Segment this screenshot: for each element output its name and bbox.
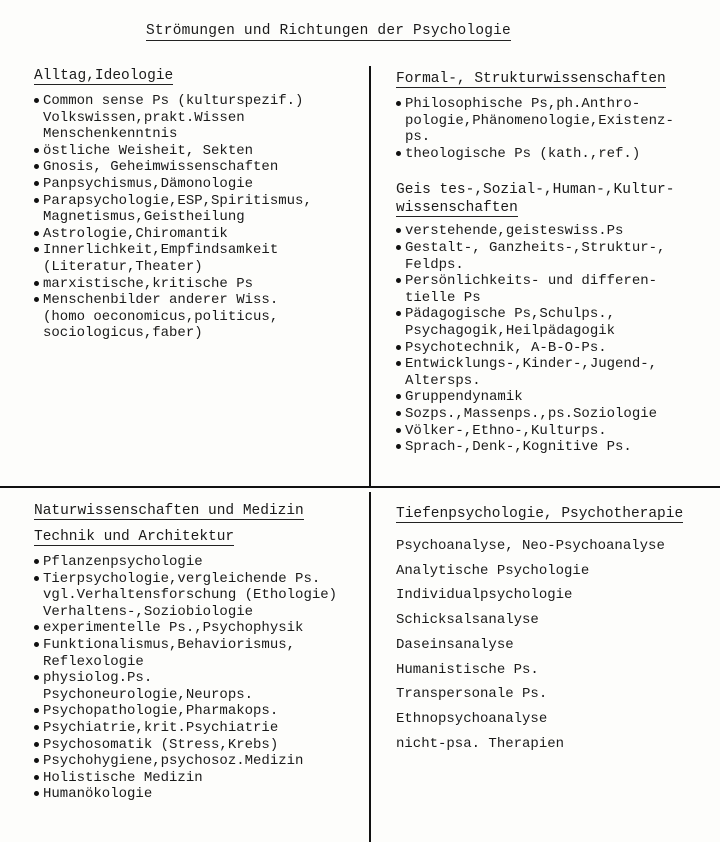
page-title: Strömungen und Richtungen der Psychologie	[146, 23, 511, 39]
list-item: Ethnopsychoanalyse	[396, 710, 548, 727]
item-text: Gruppendynamik	[405, 389, 523, 406]
list-item	[396, 439, 674, 456]
item-continuation: (homo oeconomicus,politicus,	[43, 308, 279, 325]
list-item	[396, 96, 674, 146]
vertical-divider-bottom	[369, 492, 371, 842]
section-heading-block	[396, 180, 674, 223]
list-item	[34, 226, 312, 243]
item-text: Psychopathologie,Pharmakops.	[43, 703, 279, 720]
bullet-icon	[34, 198, 39, 203]
item-text: Gestalt-, Ganzheits-,Struktur-,	[405, 239, 666, 256]
list-item: Analytische Psychologie	[396, 562, 590, 579]
item-text: Philosophische Ps,ph.Anthro-	[405, 96, 641, 112]
item-text: Menschenbilder anderer Wiss.	[43, 292, 279, 309]
bullet-icon	[34, 98, 39, 103]
bullet-icon	[34, 725, 39, 730]
item-list	[396, 534, 683, 756]
item-text: Holistische Medizin	[43, 769, 203, 786]
list-item: Transpersonale Ps.	[396, 686, 548, 703]
list-item	[34, 276, 312, 293]
section-heading: Formal-, Strukturwissenschaften	[396, 71, 666, 87]
list-item	[396, 223, 674, 240]
list-item	[34, 242, 312, 275]
item-continuation: Psychagogik,Heilpädagogik	[405, 322, 616, 339]
list-item	[34, 176, 312, 193]
bullet-icon	[34, 625, 39, 630]
list-item	[34, 554, 337, 571]
item-continuation: sociologicus,faber)	[43, 325, 203, 342]
bullet-icon	[396, 361, 401, 366]
item-text: Psychohygiene,psychosoz.Medizin	[43, 753, 304, 770]
section-heading: Geis tes-,Sozial-,Human-,Kultur-	[396, 182, 675, 199]
list-item	[34, 753, 337, 770]
bullet-icon	[396, 411, 401, 416]
bullet-icon	[34, 164, 39, 169]
horizontal-divider	[0, 486, 720, 488]
item-text: Sprach-,Denk-,Kognitive Ps.	[405, 439, 632, 456]
list-item	[34, 143, 312, 160]
item-text: Persönlichkeits- und differen-	[405, 273, 658, 290]
item-list	[34, 93, 312, 342]
item-text: Humanökologie	[43, 786, 153, 803]
bullet-icon	[34, 247, 39, 252]
item-text: theologische Ps (kath.,ref.)	[405, 145, 641, 162]
list-item	[396, 423, 674, 440]
section-heading: Tiefenpsychologie, Psychotherapie	[396, 506, 684, 522]
item-text: Psychotechnik, A-B-O-Ps.	[405, 339, 607, 356]
list-item	[34, 737, 337, 754]
item-continuation: (Literatur,Theater)	[43, 258, 203, 275]
list-item	[34, 720, 337, 737]
item-continuation: ps.	[405, 129, 431, 146]
list-item	[34, 193, 312, 226]
item-continuation: Psychoneurologie,Neurops.	[43, 686, 254, 703]
list-item	[396, 240, 674, 273]
item-text: Völker-,Ethno-,Kulturps.	[405, 422, 607, 439]
bullet-icon	[34, 742, 39, 747]
bullet-icon	[34, 675, 39, 680]
bullet-icon	[396, 311, 401, 316]
item-text: Panpsychismus,Dämonologie	[43, 175, 254, 192]
list-item: Schicksalsanalyse	[396, 612, 539, 629]
item-continuation: Magnetismus,Geistheilung	[43, 209, 245, 226]
vertical-divider-top	[369, 66, 371, 486]
quadrant-tiefen	[396, 504, 683, 756]
item-continuation: Verhaltens-,Soziobiologie	[43, 603, 254, 620]
item-text: Parapsychologie,ESP,Spiritismus,	[43, 192, 312, 209]
item-text: Tierpsychologie,vergleichende Ps.	[43, 570, 321, 587]
bullet-icon	[396, 228, 401, 233]
bullet-icon	[34, 231, 39, 236]
list-item	[34, 670, 337, 703]
item-continuation: Reflexologie	[43, 653, 144, 670]
item-continuation: vgl.Verhaltensforschung (Ethologie)	[43, 587, 338, 604]
item-text: marxistische,kritische Ps	[43, 275, 254, 292]
list-item: Psychoanalyse, Neo-Psychoanalyse	[396, 538, 665, 554]
item-continuation: Menschenkenntnis	[43, 126, 178, 143]
list-item	[34, 703, 337, 720]
list-item	[34, 159, 312, 176]
list-item: nicht-psa. Therapien	[396, 735, 565, 752]
bullet-icon	[396, 428, 401, 433]
list-item	[34, 571, 337, 621]
bullet-icon	[396, 345, 401, 350]
bullet-icon	[34, 642, 39, 647]
item-list	[396, 96, 674, 162]
item-continuation: Altersps.	[405, 372, 481, 389]
quadrant-natur	[34, 501, 337, 803]
item-text: Gnosis, Geheimwissenschaften	[43, 159, 279, 176]
list-item	[34, 292, 312, 342]
item-text: physiolog.Ps.	[43, 670, 153, 687]
list-item: Daseinsanalyse	[396, 636, 514, 653]
section-heading: Technik und Architektur	[34, 529, 235, 545]
item-list	[34, 554, 337, 803]
section-heading-cont: wissenschaften	[396, 200, 518, 217]
item-text: Pädagogische Ps,Schulps.,	[405, 306, 616, 323]
bullet-icon	[396, 245, 401, 250]
quadrant-formal	[396, 69, 674, 456]
item-text: östliche Weisheit, Sekten	[43, 142, 254, 159]
bullet-icon	[396, 444, 401, 449]
item-text: Innerlichkeit,Empfindsamkeit	[43, 242, 279, 259]
item-continuation: tielle Ps	[405, 289, 481, 306]
bullet-icon	[34, 708, 39, 713]
bullet-icon	[34, 775, 39, 780]
item-text: Astrologie,Chiromantik	[43, 225, 228, 242]
list-item	[396, 356, 674, 389]
bullet-icon	[34, 297, 39, 302]
list-item: Humanistische Ps.	[396, 661, 539, 678]
list-item	[396, 146, 674, 163]
bullet-icon	[396, 394, 401, 399]
list-item	[34, 620, 337, 637]
item-continuation: Feldps.	[405, 256, 464, 273]
section-heading: Alltag,Ideologie	[34, 68, 174, 84]
item-text: Psychosomatik (Stress,Krebs)	[43, 736, 279, 753]
item-text: verstehende,geisteswiss.Ps	[405, 223, 624, 240]
bullet-icon	[396, 101, 401, 106]
item-text: Entwicklungs-,Kinder-,Jugend-,	[405, 356, 658, 373]
item-text: Common sense Ps (kulturspezif.)	[43, 93, 304, 109]
list-item	[396, 273, 674, 306]
list-item	[396, 340, 674, 357]
item-list	[396, 223, 674, 455]
bullet-icon	[396, 151, 401, 156]
bullet-icon	[396, 278, 401, 283]
item-text: Psychiatrie,krit.Psychiatrie	[43, 719, 279, 736]
bullet-icon	[34, 758, 39, 763]
item-text: Funktionalismus,Behaviorismus,	[43, 636, 296, 653]
bullet-icon	[34, 791, 39, 796]
item-text: Pflanzenpsychologie	[43, 554, 203, 570]
item-continuation: pologie,Phänomenologie,Existenz-	[405, 112, 674, 129]
list-item	[34, 770, 337, 787]
section-heading: Naturwissenschaften und Medizin	[34, 503, 304, 519]
bullet-icon	[34, 181, 39, 186]
list-item: Individualpsychologie	[396, 587, 573, 604]
list-item	[34, 93, 312, 143]
item-continuation: Volkswissen,prakt.Wissen	[43, 109, 245, 126]
item-text: experimentelle Ps.,Psychophysik	[43, 620, 304, 637]
bullet-icon	[34, 148, 39, 153]
quadrant-alltag	[34, 66, 312, 342]
bullet-icon	[34, 559, 39, 564]
bullet-icon	[34, 281, 39, 286]
list-item	[396, 406, 674, 423]
list-item	[34, 637, 337, 670]
list-item	[396, 389, 674, 406]
item-text: Sozps.,Massenps.,ps.Soziologie	[405, 405, 658, 422]
list-item	[34, 786, 337, 803]
list-item	[396, 306, 674, 339]
bullet-icon	[34, 576, 39, 581]
